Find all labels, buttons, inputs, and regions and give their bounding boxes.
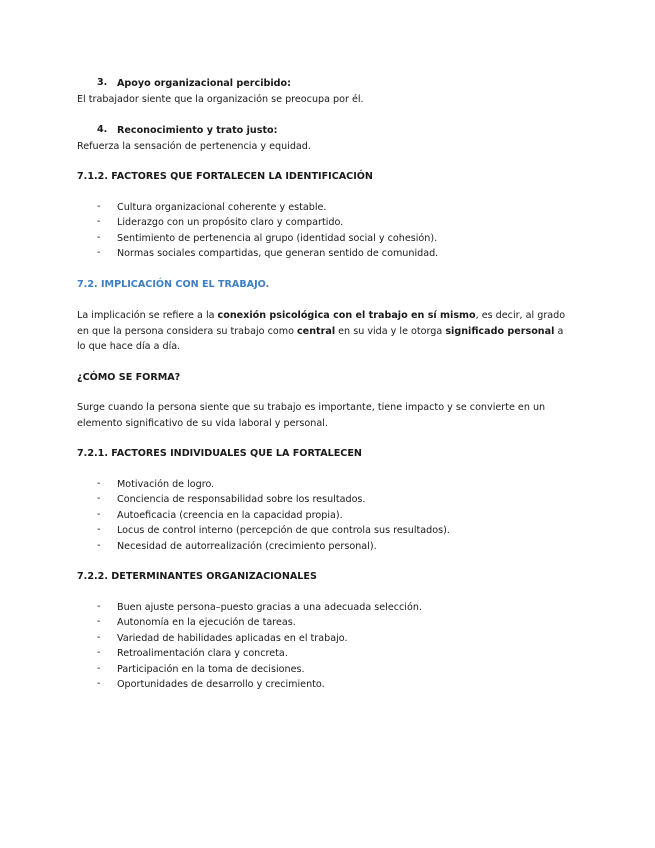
item-text-reconocimiento: Refuerza la sensación de pertenencia y equidad. — [77, 141, 311, 152]
list-item: Conciencia de responsabilidad sobre los resultados. — [117, 494, 366, 505]
list-item: Retroalimentación clara y concreta. — [117, 648, 288, 659]
list-bullet: - — [97, 232, 101, 243]
list-bullet: - — [97, 493, 101, 504]
list-bullet: - — [97, 201, 101, 212]
item-number-3: 3. — [97, 77, 108, 88]
list-item: Buen ajuste persona–puesto gracias a una adecuada selección. — [117, 602, 422, 613]
list-bullet: - — [97, 663, 101, 674]
list-item: Locus de control interno (percepción de que controla sus resultados). — [117, 525, 450, 536]
list-bullet: - — [97, 478, 101, 489]
item-text-apoyo: El trabajador siente que la organización se preocupa por él. — [77, 94, 364, 105]
list-item: Necesidad de autorrealización (crecimiento personal). — [117, 541, 377, 552]
list-bullet: - — [97, 678, 101, 689]
list-item: Participación en la toma de decisiones. — [117, 664, 305, 675]
list-bullet: - — [97, 616, 101, 627]
list-bullet: - — [97, 632, 101, 643]
list-item: Variedad de habilidades aplicadas en el trabajo. — [117, 633, 348, 644]
item-title-apoyo: Apoyo organizacional percibido: — [117, 78, 291, 89]
list-bullet: - — [97, 247, 101, 258]
heading-7-2-1: 7.2.1. FACTORES INDIVIDUALES QUE LA FORTALECEN — [77, 448, 362, 459]
list-item: Sentimiento de pertenencia al grupo (identidad social y cohesión). — [117, 233, 438, 244]
list-item: Motivación de logro. — [117, 479, 215, 490]
list-bullet: - — [97, 540, 101, 551]
list-bullet: - — [97, 524, 101, 535]
list-item: Cultura organizacional coherente y estable. — [117, 202, 327, 213]
list-item: Oportunidades de desarrollo y crecimiento. — [117, 679, 325, 690]
list-item: Autonomía en la ejecución de tareas. — [117, 617, 296, 628]
list-item: Liderazgo con un propósito claro y compartido. — [117, 217, 344, 228]
paragraph-como-se-forma: Surge cuando la persona siente que su trabajo es importante, tiene impacto y se convierte en un elemento significativo de su vida laboral y personal. — [77, 402, 546, 429]
paragraph-implicacion: La implicación se refiere a la conexión psicológica con el trabajo en sí mismo, es decir, al grado en que la persona considera su trabajo como central en su vida y le otorga significado personal a lo que hace día a día. — [77, 310, 566, 352]
list-bullet: - — [97, 647, 101, 658]
list-bullet: - — [97, 216, 101, 227]
list-bullet: - — [97, 509, 101, 520]
heading-como-se-forma: ¿CÓMO SE FORMA? — [77, 372, 181, 383]
heading-7-2-2: 7.2.2. DETERMINANTES ORGANIZACIONALES — [77, 571, 317, 582]
heading-7-1-2: 7.1.2. FACTORES QUE FORTALECEN LA IDENTIFICACIÓN — [77, 171, 373, 182]
list-bullet: - — [97, 601, 101, 612]
list-item: Normas sociales compartidas, que generan sentido de comunidad. — [117, 248, 439, 259]
heading-7-2: 7.2. IMPLICACIÓN CON EL TRABAJO. — [77, 279, 270, 290]
item-title-reconocimiento: Reconocimiento y trato justo: — [117, 125, 278, 136]
list-item: Autoeficacia (creencia en la capacidad propia). — [117, 510, 343, 521]
item-number-4: 4. — [97, 124, 108, 135]
